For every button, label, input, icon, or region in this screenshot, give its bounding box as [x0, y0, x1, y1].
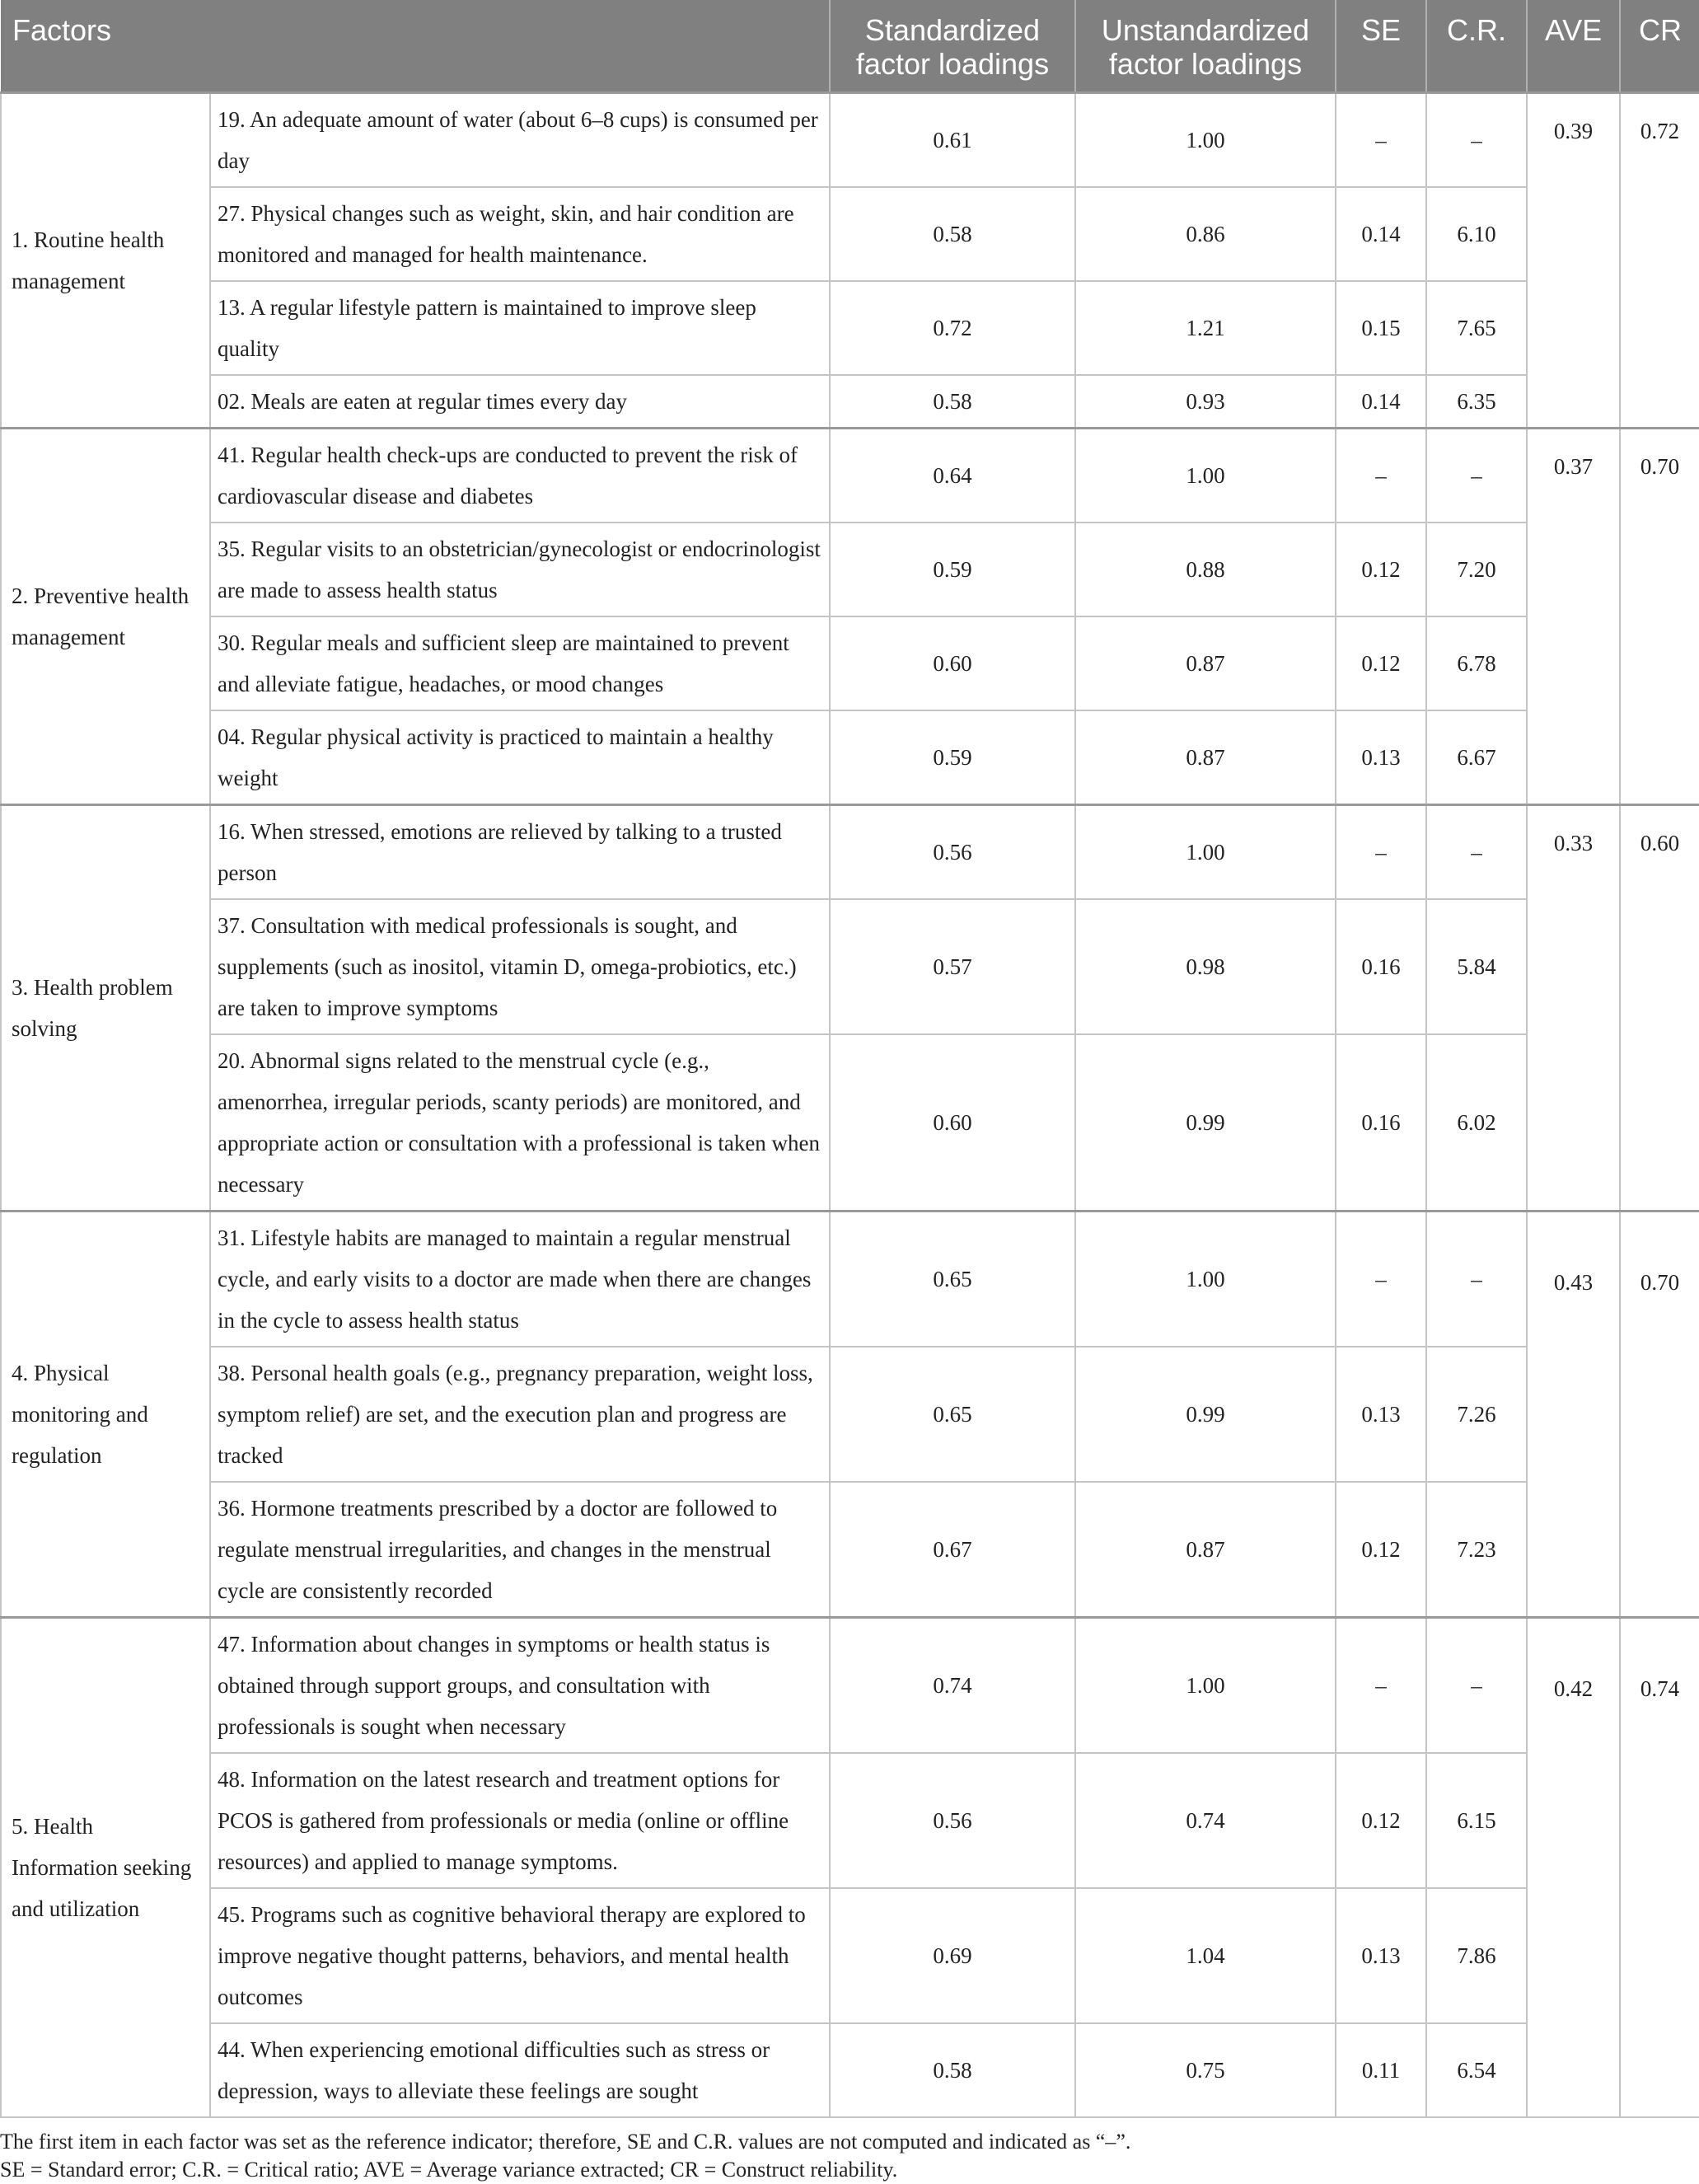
unstd-loading: 0.98 — [1075, 899, 1336, 1034]
item-text: 48. Information on the latest research and treatment options for PCOS is gathered from professionals or media (online or offline resources) and applied to manage symptoms. — [210, 1753, 830, 1888]
unstd-loading: 1.00 — [1075, 1617, 1336, 1753]
std-loading: 0.56 — [830, 1753, 1075, 1888]
std-loading: 0.65 — [830, 1347, 1075, 1482]
cr-value: 0.74 — [1620, 1617, 1699, 2117]
cr-ratio-value: – — [1426, 1211, 1527, 1347]
cr-value: 0.70 — [1620, 1211, 1699, 1617]
se-value: – — [1336, 804, 1426, 899]
std-loading: 0.61 — [830, 92, 1075, 187]
footnote-reference-indicator: The first item in each factor was set as the reference indicator; therefore, SE and C.R. values are not computed and indicated as “–”. — [0, 2129, 1131, 2154]
cr-value: 0.70 — [1620, 428, 1699, 804]
se-value: 0.12 — [1336, 1482, 1426, 1618]
header-se: SE — [1336, 0, 1426, 92]
cr-ratio-value: 7.20 — [1426, 523, 1527, 616]
se-value: – — [1336, 428, 1426, 523]
table-row — [1, 2023, 1699, 2117]
se-value: 0.13 — [1336, 710, 1426, 805]
table-row — [1, 375, 1699, 429]
item-text: 45. Programs such as cognitive behavioral therapy are explored to improve negative thought patterns, behaviors, and mental health outcomes — [210, 1888, 830, 2023]
header-unstandardized-line2: factor loadings — [1108, 47, 1303, 81]
std-loading: 0.58 — [830, 2023, 1075, 2117]
std-loading: 0.57 — [830, 899, 1075, 1034]
item-text: 37. Consultation with medical professionals is sought, and supplements (such as inositol, vitamin D, omega-probiotics, etc.) are taken to improve symptoms — [210, 899, 830, 1034]
factor-name: 5. Health Information seeking and utilization — [1, 1617, 210, 2117]
cr-ratio-value: – — [1426, 1617, 1527, 1753]
table-row — [1, 1888, 1699, 2023]
cr-ratio-value: 7.65 — [1426, 281, 1527, 375]
se-value: 0.12 — [1336, 1753, 1426, 1888]
std-loading: 0.60 — [830, 1034, 1075, 1212]
item-text: 44. When experiencing emotional difficulties such as stress or depression, ways to alleviate these feelings are sought — [210, 2023, 830, 2117]
ave-value: 0.43 — [1527, 1211, 1620, 1617]
cr-ratio-value: – — [1426, 92, 1527, 187]
item-text: 31. Lifestyle habits are managed to maintain a regular menstrual cycle, and early visits to a doctor are made when there are changes in the cycle to assess health status — [210, 1211, 830, 1347]
footnote-abbreviations: SE = Standard error; C.R. = Critical ratio; AVE = Average variance extracted; CR = Construct reliability. — [0, 2157, 898, 2182]
item-text: 35. Regular visits to an obstetrician/gynecologist or endocrinologist are made to assess health status — [210, 523, 830, 616]
unstd-loading: 0.75 — [1075, 2023, 1336, 2117]
se-value: 0.13 — [1336, 1347, 1426, 1482]
header-row — [1, 0, 1699, 92]
unstd-loading: 0.99 — [1075, 1034, 1336, 1212]
ave-value: 0.37 — [1527, 428, 1620, 804]
table-body — [1, 92, 1699, 2117]
factor-name: 4. Physical monitoring and regulation — [1, 1211, 210, 1617]
se-value: 0.13 — [1336, 1888, 1426, 2023]
table-row — [1, 1617, 1699, 1753]
unstd-loading: 1.00 — [1075, 92, 1336, 187]
cr-ratio-value: – — [1426, 804, 1527, 899]
se-value: 0.12 — [1336, 523, 1426, 616]
std-loading: 0.59 — [830, 710, 1075, 805]
se-value: 0.15 — [1336, 281, 1426, 375]
header-cr: CR — [1620, 0, 1699, 92]
item-text: 20. Abnormal signs related to the menstrual cycle (e.g., amenorrhea, irregular periods, scanty periods) are monitored, and appropriate action or consultation with a professional is taken when necessary — [210, 1034, 830, 1212]
se-value: 0.16 — [1336, 1034, 1426, 1212]
se-value: 0.11 — [1336, 2023, 1426, 2117]
factor-name: 1. Routine health management — [1, 92, 210, 428]
cr-ratio-value: 6.10 — [1426, 187, 1527, 281]
std-loading: 0.74 — [830, 1617, 1075, 1753]
se-value: – — [1336, 1617, 1426, 1753]
table-row — [1, 1753, 1699, 1888]
std-loading: 0.72 — [830, 281, 1075, 375]
se-value: – — [1336, 92, 1426, 187]
cr-ratio-value: – — [1426, 428, 1527, 523]
std-loading: 0.65 — [830, 1211, 1075, 1347]
unstd-loading: 0.88 — [1075, 523, 1336, 616]
se-value: 0.14 — [1336, 187, 1426, 281]
header-unstandardized-line1: Unstandardized — [1101, 13, 1310, 47]
table-row — [1, 281, 1699, 375]
table-row — [1, 428, 1699, 523]
std-loading: 0.58 — [830, 187, 1075, 281]
factor-name: 2. Preventive health management — [1, 428, 210, 804]
header-critical-ratio: C.R. — [1426, 0, 1527, 92]
unstd-loading: 1.00 — [1075, 428, 1336, 523]
std-loading: 0.64 — [830, 428, 1075, 523]
table-row — [1, 804, 1699, 899]
unstd-loading: 0.93 — [1075, 375, 1336, 429]
table-footnotes — [0, 2128, 1699, 2184]
factor-name: 3. Health problem solving — [1, 804, 210, 1211]
cr-ratio-value: 5.84 — [1426, 899, 1527, 1034]
header-ave: AVE — [1527, 0, 1620, 92]
header-standardized — [830, 0, 1075, 92]
table-row — [1, 899, 1699, 1034]
se-value: 0.16 — [1336, 899, 1426, 1034]
cr-ratio-value: 6.67 — [1426, 710, 1527, 805]
std-loading: 0.69 — [830, 1888, 1075, 2023]
header-standardized-line1: Standardized — [864, 13, 1041, 47]
table-row — [1, 187, 1699, 281]
cr-value: 0.60 — [1620, 804, 1699, 1211]
item-text: 47. Information about changes in symptoms or health status is obtained through support groups, and consultation with professionals is sought when necessary — [210, 1617, 830, 1753]
se-value: 0.14 — [1336, 375, 1426, 429]
cr-ratio-value: 7.26 — [1426, 1347, 1527, 1482]
cr-ratio-value: 6.15 — [1426, 1753, 1527, 1888]
ave-value: 0.42 — [1527, 1617, 1620, 2117]
unstd-loading: 0.99 — [1075, 1347, 1336, 1482]
table-row — [1, 710, 1699, 805]
cr-ratio-value: 6.78 — [1426, 616, 1527, 710]
table-row — [1, 616, 1699, 710]
unstd-loading: 1.00 — [1075, 1211, 1336, 1347]
std-loading: 0.56 — [830, 804, 1075, 899]
cr-ratio-value: 7.23 — [1426, 1482, 1527, 1618]
cr-ratio-value: 6.54 — [1426, 2023, 1527, 2117]
item-text: 13. A regular lifestyle pattern is maintained to improve sleep quality — [210, 281, 830, 375]
header-standardized-line2: factor loadings — [855, 47, 1050, 81]
std-loading: 0.59 — [830, 523, 1075, 616]
se-value: 0.12 — [1336, 616, 1426, 710]
unstd-loading: 0.87 — [1075, 710, 1336, 805]
ave-value: 0.39 — [1527, 92, 1620, 428]
table-row — [1, 1211, 1699, 1347]
unstd-loading: 0.87 — [1075, 616, 1336, 710]
item-text: 41. Regular health check-ups are conducted to prevent the risk of cardiovascular disease and diabetes — [210, 428, 830, 523]
ave-value: 0.33 — [1527, 804, 1620, 1211]
item-text: 38. Personal health goals (e.g., pregnancy preparation, weight loss, symptom relief) are set, and the execution plan and progress are tracked — [210, 1347, 830, 1482]
item-text: 16. When stressed, emotions are relieved by talking to a trusted person — [210, 804, 830, 899]
table-row — [1, 1347, 1699, 1482]
item-text: 04. Regular physical activity is practiced to maintain a healthy weight — [210, 710, 830, 805]
cr-ratio-value: 7.86 — [1426, 1888, 1527, 2023]
table-row — [1, 1034, 1699, 1212]
table-row — [1, 92, 1699, 187]
std-loading: 0.58 — [830, 375, 1075, 429]
item-text: 36. Hormone treatments prescribed by a doctor are followed to regulate menstrual irregularities, and changes in the menstrual cycle are consistently recorded — [210, 1482, 830, 1618]
se-value: – — [1336, 1211, 1426, 1347]
std-loading: 0.60 — [830, 616, 1075, 710]
cr-value: 0.72 — [1620, 92, 1699, 428]
unstd-loading: 1.04 — [1075, 1888, 1336, 2023]
item-text: 02. Meals are eaten at regular times every day — [210, 375, 830, 429]
cr-ratio-value: 6.35 — [1426, 375, 1527, 429]
table-row — [1, 1482, 1699, 1618]
header-factors: Factors — [1, 0, 830, 92]
cr-ratio-value: 6.02 — [1426, 1034, 1527, 1212]
unstd-loading: 0.87 — [1075, 1482, 1336, 1618]
item-text: 30. Regular meals and sufficient sleep are maintained to prevent and alleviate fatigue, headaches, or mood changes — [210, 616, 830, 710]
unstd-loading: 1.21 — [1075, 281, 1336, 375]
table-row — [1, 523, 1699, 616]
unstd-loading: 1.00 — [1075, 804, 1336, 899]
unstd-loading: 0.86 — [1075, 187, 1336, 281]
unstd-loading: 0.74 — [1075, 1753, 1336, 1888]
item-text: 19. An adequate amount of water (about 6–8 cups) is consumed per day — [210, 92, 830, 187]
item-text: 27. Physical changes such as weight, skin, and hair condition are monitored and managed for health maintenance. — [210, 187, 830, 281]
header-unstandardized — [1075, 0, 1336, 92]
std-loading: 0.67 — [830, 1482, 1075, 1618]
